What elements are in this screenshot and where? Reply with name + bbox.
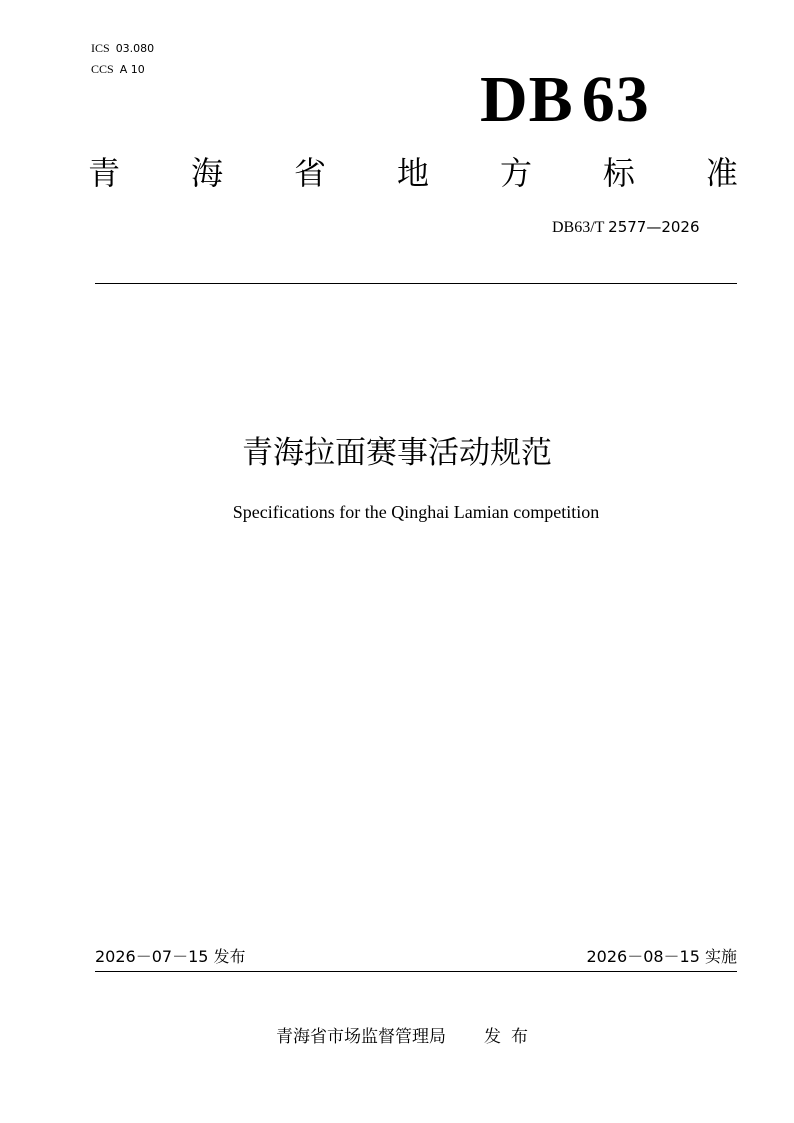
- ics-label: ICS: [91, 41, 110, 55]
- classification-codes: [91, 38, 154, 80]
- publisher-action: 发布: [484, 1027, 538, 1047]
- ics-value: 03.080: [115, 42, 155, 55]
- standard-type-char: 省: [293, 154, 326, 192]
- dates-row: [95, 946, 737, 968]
- title-english: Specifications for the Qinghai Lamian competition: [232, 502, 600, 522]
- standard-number-value: 2577—2026: [608, 218, 700, 236]
- standard-type-char: 青: [88, 154, 121, 192]
- ics-code: [91, 38, 154, 59]
- top-divider: [95, 283, 737, 284]
- logo-code: 63: [581, 63, 650, 136]
- standard-type-heading: [88, 150, 738, 196]
- implementation-date: 2026－08－15 实施: [586, 947, 737, 966]
- publisher-name: 青海省市场监督管理局: [276, 1027, 446, 1047]
- standard-number-prefix: DB63/T: [552, 219, 605, 236]
- standard-type-char: 方: [499, 154, 532, 192]
- standard-type-char: 地: [396, 154, 429, 192]
- ccs-code: [91, 59, 154, 80]
- logo-db: DB: [480, 63, 574, 136]
- standard-type-char: 海: [190, 154, 223, 192]
- title-chinese: 青海拉面赛事活动规范: [242, 435, 552, 471]
- bottom-divider: [95, 971, 737, 972]
- standard-number: [552, 216, 700, 239]
- publisher-line: [0, 1025, 794, 1049]
- standard-type-char: 准: [705, 154, 738, 192]
- ccs-value: A 10: [119, 63, 145, 76]
- standard-logo: [480, 62, 650, 138]
- issue-date: 2026－07－15 发布: [95, 947, 246, 966]
- standard-type-char: 标: [602, 154, 635, 192]
- ccs-label: CCS: [91, 62, 114, 76]
